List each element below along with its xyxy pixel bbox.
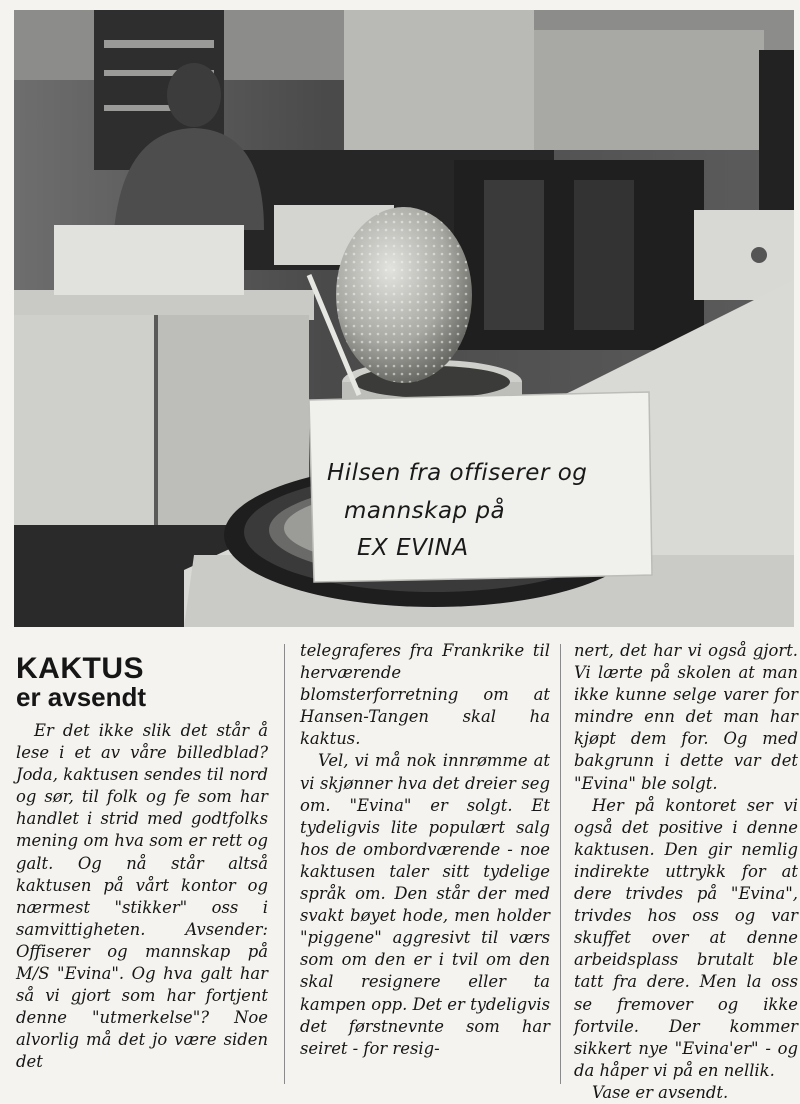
card-line-2: mannskap på: [344, 498, 506, 524]
column-divider: [284, 644, 285, 1084]
paragraph: Er det ikke slik det står å lese i et av våre billedblad? Joda, kaktusen sendes til nord og sør, til folk og fe som har handlet i strid med godtfolks mening om hva som er rett og galt. Og nå står altså kaktusen på vårt kontor og nærmest "stikker" oss i samvittigheten. Avsender: Offiserer og mannskap på M/S "Evina". Og hva galt har så vi gjort som har fortjent denne "utmerkelse"? Noe alvorlig må det jo være siden det: [16, 721, 268, 1072]
article-column-1: [16, 640, 268, 1074]
article: [14, 640, 800, 1102]
paragraph: telegraferes fra Frankrike til herværende blomsterforretning om at Hansen-Tangen skal ha kaktus.: [300, 641, 550, 749]
headline-line-2: er avsendt: [16, 682, 147, 712]
paragraph: nert, det har vi også gjort. Vi lærte på skolen at man ikke kunne selge varer for mindre enn det man har kjøpt dem for. Og med bakgrunn i dette var det "Evina" ble solgt.: [574, 641, 798, 793]
paragraph: Vase er avsendt.: [592, 1082, 729, 1102]
headline-line-1: KAKTUS: [16, 652, 144, 685]
paragraph: Her på kontoret ser vi også det positive i denne kaktusen. Den gir nemlig indirekte uttrykk for at dere trivdes på "Evina", trivdes hos oss og var skuffet over at denne arbeidsplass brutalt ble tatt fra dere. Men la oss se fremover og ikke fortvile. Der kommer sikkert nye "Evina'er" - og da håper vi på en nellik.: [574, 795, 798, 1080]
article-column-2: [300, 640, 550, 1060]
cactus-photo: [14, 10, 794, 627]
article-column-3: [574, 640, 798, 1104]
column-divider: [560, 644, 561, 1084]
card-line-1: Hilsen fra offiserer og: [327, 460, 588, 486]
headline: [16, 654, 268, 712]
card-line-3: EX EVINA: [357, 535, 469, 561]
paragraph: Vel, vi må nok innrømme at vi skjønner hva det dreier seg om. "Evina" er solgt. Et tydeligvis lite populært salg hos de ombordværende - noe kaktusen taler sitt tydelige språk om. Den står der med svakt bøyet hode, men holder "piggene" aggresivt til værs som om den er i tvil om den skal resignere eller ta kampen opp. Det er tydeligvis det førstnevnte som har seiret - for resig-: [300, 751, 550, 1058]
